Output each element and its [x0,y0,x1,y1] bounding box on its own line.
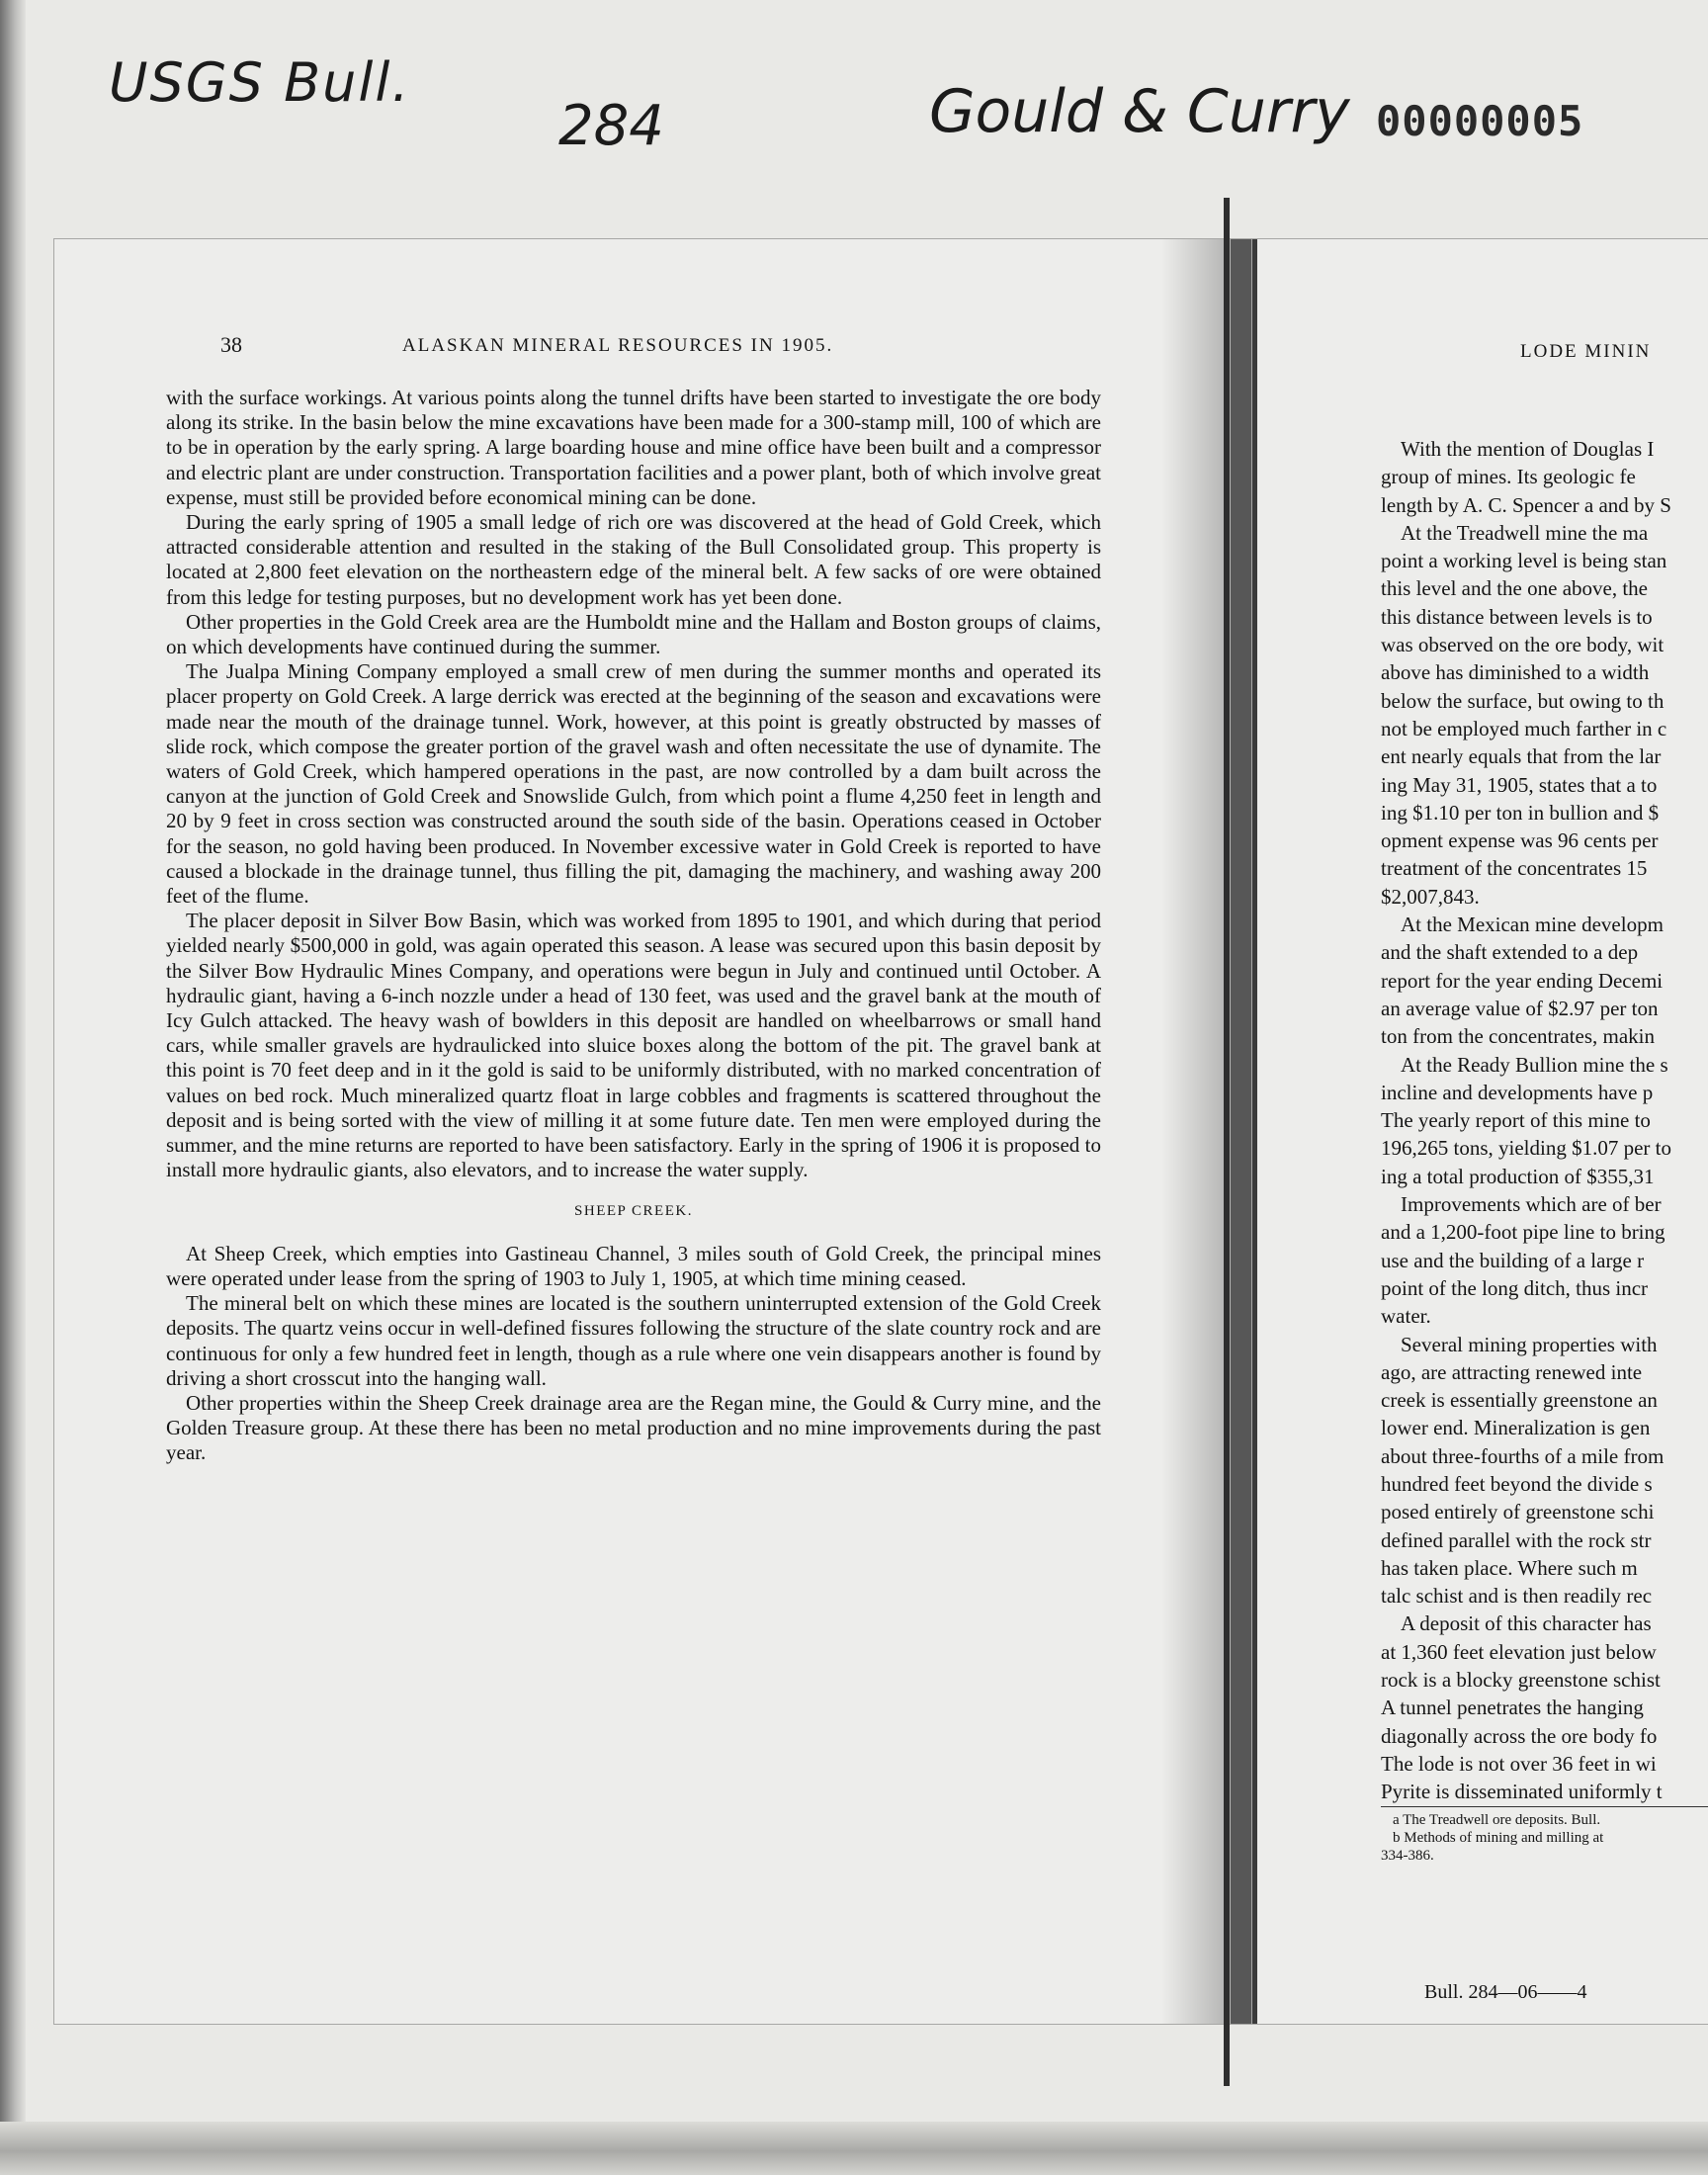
text-line: group of mines. Its geologic fe [1381,465,1636,489]
left-page-body [166,386,1101,1466]
handwritten-mine-name: Gould & Curry [929,77,1350,146]
text-line: ing $1.10 per ton in bullion and $ [1381,800,1660,825]
text-line: rock is a blocky greenstone schist [1381,1668,1661,1693]
paragraph: The Jualpa Mining Company employed a small crew of men during the summer months and operated its placer property on Gold Creek. A large derrick was erected at the beginning of the season and excavations were made near the mouth of the drainage tunnel. Work, however, at this point is greatly obstructed by masses of slide rock, which compose the greater portion of the gravel wash and often necessitate the use of dynamite. The waters of Gold Creek, which hampered operations in the past, are now controlled by a dam built across the canyon at the junction of Gold Creek and Snowslide Gulch, from which point a flume 4,250 feet in length and 20 by 9 feet in cross section was constructed around the south side of the basin. Operations ceased in October for the season, no gold having been produced. In November excessive water in Gold Creek is reported to have caused a blockade in the drainage tunnel, thus filling the pit, damaging the machinery, and washing away 200 feet of the flume. [166,659,1101,909]
text-line: and the shaft extended to a dep [1381,940,1639,965]
text-line: ton from the concentrates, makin [1381,1024,1655,1049]
right-running-head: LODE MININ [1520,341,1652,362]
text-line: diagonally across the ore body fo [1381,1723,1658,1748]
text-line: report for the year ending Decemi [1381,968,1664,993]
page-number: 38 [220,332,242,357]
text-line: ing a total production of $355,31 [1381,1164,1655,1188]
page-gutter-shadow [1161,239,1231,2024]
footnote: a The Treadwell ore deposits. Bull. [1393,1812,1601,1828]
right-page-footnotes [1381,1806,1708,1865]
scan-left-edge [0,0,26,2175]
paragraph: At Sheep Creek, which empties into Gastineau Channel, 3 miles south of Gold Creek, the principal mines were operated under lease from the spring of 1903 to July 1, 1905, at which time mining ceased. [166,1241,1101,1290]
text-line: $2,007,843. [1381,884,1480,909]
footnote: 334-386. [1381,1848,1434,1864]
text-line: Pyrite is disseminated uniformly t [1381,1780,1663,1804]
text-line: was observed on the ore body, wit [1381,633,1665,657]
text-line: A deposit of this character has [1401,1611,1652,1636]
text-line: above has diminished to a width [1381,660,1650,685]
text-line: talc schist and is then readily rec [1381,1584,1653,1609]
text-line: has taken place. Where such m [1381,1555,1638,1580]
running-head-title: ALASKAN MINERAL RESOURCES IN 1905. [402,335,834,356]
text-line: lower end. Mineralization is gen [1381,1416,1651,1440]
text-line: At the Mexican mine developm [1401,913,1664,937]
text-line: A tunnel penetrates the hanging [1381,1696,1644,1720]
text-line: ago, are attracting renewed inte [1381,1359,1643,1384]
paragraph: with the surface workings. At various points along the tunnel drifts have been started to investigate the ore body along its strike. In the basin below the mine excavations have been made for a 300-stamp mill, 100 of which are to be in operation by the early spring. A large boarding house and mine office have been built and a compressor and electric plant are under construction. Transportation facilities and a power plant, both of which involve great expense, must still be provided before economical mining can be done. [166,386,1101,509]
text-line: this distance between levels is to [1381,604,1653,629]
text-line: Improvements which are of ber [1401,1192,1662,1217]
text-line: below the surface, but owing to th [1381,688,1665,713]
text-line: about three-fourths of a mile from [1381,1443,1665,1468]
text-line: At the Ready Bullion mine the s [1401,1052,1668,1077]
scan-bottom-edge [0,2122,1708,2175]
text-line: posed entirely of greenstone schi [1381,1500,1655,1524]
footnote: b Methods of mining and milling at [1393,1830,1604,1846]
text-line: length by A. C. Spencer a and by S [1381,492,1671,517]
handwritten-series-note: USGS Bull. [109,51,411,114]
text-line: not be employed much farther in c [1381,716,1667,740]
text-line: ent nearly equals that from the lar [1381,744,1662,769]
text-line: defined parallel with the rock str [1381,1527,1652,1552]
text-line: 196,265 tons, yielding $1.07 per to [1381,1136,1671,1161]
signature-line: Bull. 284—06——4 [1424,1981,1587,2003]
right-page-body [1381,435,1708,1806]
text-line: creek is essentially greenstone an [1381,1388,1658,1413]
text-line: point of the long ditch, thus incr [1381,1275,1649,1300]
handwritten-bulletin-number: 284 [558,94,664,158]
text-line: this level and the one above, the [1381,576,1648,601]
text-line: water. [1381,1304,1431,1329]
text-line: The lode is not over 36 feet in wi [1381,1751,1657,1776]
text-line: at 1,360 feet elevation just below [1381,1639,1657,1664]
document-id-stamp: 00000005 [1376,97,1584,145]
text-line: treatment of the concentrates 15 [1381,856,1648,881]
paragraph: During the early spring of 1905 a small ledge of rich ore was discovered at the head of Gold Creek, which attracted considerable attention and resulted in the staking of the Bull Consolidated group. This property is located at 2,800 feet elevation on the northeastern edge of the mineral belt. A few sacks of ore were obtained from this ledge for testing purposes, but no development work has yet been done. [166,510,1101,609]
text-line: use and the building of a large r [1381,1248,1645,1272]
text-line: Several mining properties with [1401,1332,1658,1356]
text-line: ing May 31, 1905, states that a to [1381,772,1658,797]
paragraph: Other properties in the Gold Creek area are the Humboldt mine and the Hallam and Boston groups of claims, on which developments have continued during the summer. [166,609,1101,659]
text-line: and a 1,200-foot pipe line to bring [1381,1220,1665,1245]
text-line: incline and developments have p [1381,1080,1654,1104]
paragraph: The placer deposit in Silver Bow Basin, which was worked from 1895 to 1901, and which during that period yielded nearly $500,000 in gold, was again operated this season. A lease was secured upon this basin deposit by the Silver Bow Hydraulic Mines Company, and operations were begun in July and continued until October. A hydraulic giant, having a 6-inch nozzle under a head of 130 feet, was used and the gravel bank at the mouth of Icy Gulch attacked. The heavy wash of bowlders in this deposit are handled on wheelbarrows or small hand cars, while smaller gravels are hydraulicked into sluice boxes along the bottom of the pit. The gravel bank at this point is 70 feet deep and in it the gold is said to be uniformly distributed, with no marked concentration of values on bed rock. Much mineralized quartz float in large cobbles and fragments is scattered throughout the deposit and is being sorted with the view of milling it at some future date. Ten men were employed during the summer, and the mine returns are reported to have been satisfactory. Early in the spring of 1906 it is proposed to install more hydraulic giants, also elevators, and to increase the water supply. [166,909,1101,1182]
paragraph: The mineral belt on which these mines are located is the southern uninterrupted extension of the Gold Creek deposits. The quartz veins occur in well-defined fissures following the structure of the slate country rock and are continuous for only a few hundred feet in length, though as a rule where one vein disappears another is found by driving a short crosscut into the hanging wall. [166,1291,1101,1390]
text-line: With the mention of Douglas I [1401,437,1655,461]
paragraph: Other properties within the Sheep Creek drainage area are the Regan mine, the Gould & Curry mine, and the Golden Treasure group. At these there has been no metal production and no mine improvements during the past year. [166,1390,1101,1465]
text-line: At the Treadwell mine the ma [1401,520,1649,545]
book-gutter [1224,198,1230,2086]
text-line: point a working level is being stan [1381,549,1667,573]
section-heading: SHEEP CREEK. [574,1202,693,1219]
text-line: opment expense was 96 cents per [1381,828,1659,853]
text-line: an average value of $2.97 per ton [1381,996,1659,1020]
text-line: The yearly report of this mine to [1381,1108,1651,1133]
text-line: hundred feet beyond the divide s [1381,1471,1653,1496]
